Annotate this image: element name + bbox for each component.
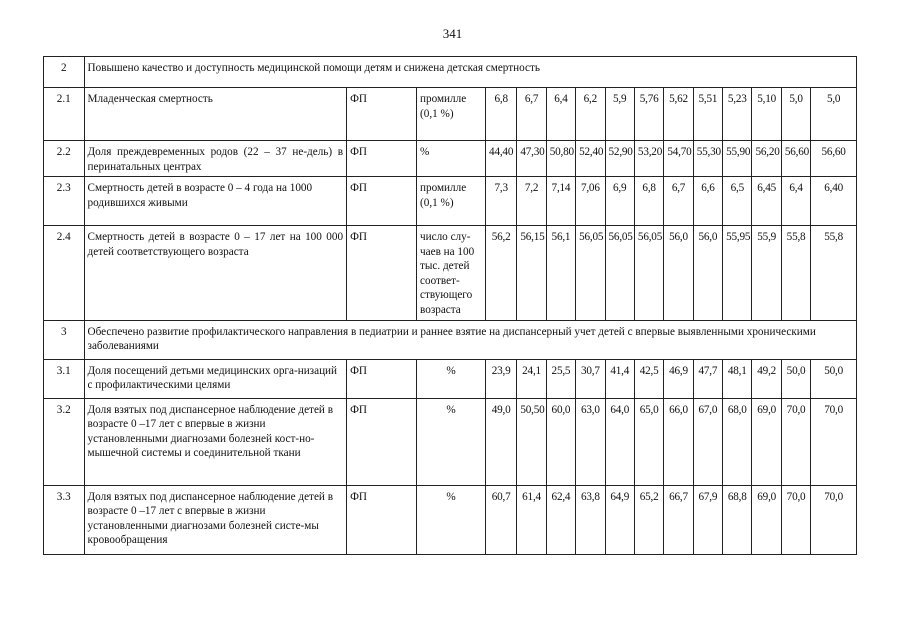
- source-cell: ФП: [347, 226, 417, 320]
- value-cell: 55,90: [723, 141, 752, 177]
- row-number: 2.3: [44, 177, 85, 226]
- value-cell: 56,2: [485, 226, 516, 320]
- value-cell: 56,60: [781, 141, 810, 177]
- value-cell: 69,0: [752, 398, 781, 485]
- value-cell: 67,9: [693, 485, 722, 554]
- table-row: [44, 177, 857, 226]
- value-cell: 6,45: [752, 177, 781, 226]
- value-cell: 55,30: [693, 141, 722, 177]
- value-cell: 44,40: [485, 141, 516, 177]
- value-cell: 46,9: [664, 359, 693, 398]
- value-cell: 41,4: [605, 359, 634, 398]
- row-number: 3.3: [44, 485, 85, 554]
- value-cell: 52,90: [605, 141, 634, 177]
- value-cell: 23,9: [485, 359, 516, 398]
- unit-cell: %: [417, 485, 486, 554]
- value-cell: 69,0: [752, 485, 781, 554]
- unit-cell: %: [417, 359, 486, 398]
- value-cell: 50,0: [781, 359, 810, 398]
- source-cell: ФП: [347, 398, 417, 485]
- value-cell: 5,23: [723, 88, 752, 141]
- value-cell: 7,06: [576, 177, 605, 226]
- table-row: [44, 359, 857, 398]
- value-cell: 30,7: [576, 359, 605, 398]
- value-cell: 6,8: [634, 177, 663, 226]
- value-cell: 5,0: [781, 88, 810, 141]
- section-number: 3: [44, 320, 85, 359]
- indicators-table: [43, 56, 857, 555]
- value-cell: 7,2: [517, 177, 546, 226]
- indicator-name: Смертность детей в возрасте 0 – 17 лет на 100 000 детей соответствующего возраста: [84, 226, 347, 320]
- indicator-name: Младенческая смертность: [84, 88, 347, 141]
- value-cell: 60,0: [546, 398, 575, 485]
- value-cell: 70,0: [811, 398, 857, 485]
- value-cell: 6,40: [811, 177, 857, 226]
- unit-cell: промилле (0,1 %): [417, 177, 486, 226]
- value-cell: 63,0: [576, 398, 605, 485]
- section-number: 2: [44, 57, 85, 88]
- value-cell: 47,30: [517, 141, 546, 177]
- value-cell: 6,2: [576, 88, 605, 141]
- value-cell: 68,0: [723, 398, 752, 485]
- value-cell: 55,95: [723, 226, 752, 320]
- value-cell: 66,0: [664, 398, 693, 485]
- value-cell: 52,40: [576, 141, 605, 177]
- value-cell: 6,8: [485, 88, 516, 141]
- value-cell: 6,4: [781, 177, 810, 226]
- value-cell: 6,9: [605, 177, 634, 226]
- value-cell: 61,4: [517, 485, 546, 554]
- value-cell: 56,20: [752, 141, 781, 177]
- value-cell: 56,05: [634, 226, 663, 320]
- indicator-name: Доля взятых под диспансерное наблюдение детей в возрасте 0 –17 лет с впервые в жизни установленными диагнозами болезней кост-но-мышечной системы и соединительной ткани: [84, 398, 347, 485]
- table-row: [44, 398, 857, 485]
- value-cell: 67,0: [693, 398, 722, 485]
- value-cell: 55,9: [752, 226, 781, 320]
- table-row: [44, 88, 857, 141]
- source-cell: ФП: [347, 141, 417, 177]
- value-cell: 68,8: [723, 485, 752, 554]
- indicator-name: Доля преждевременных родов (22 – 37 не-дель) в перинатальных центрах: [84, 141, 347, 177]
- value-cell: 6,6: [693, 177, 722, 226]
- value-cell: 42,5: [634, 359, 663, 398]
- value-cell: 65,0: [634, 398, 663, 485]
- value-cell: 56,60: [811, 141, 857, 177]
- value-cell: 63,8: [576, 485, 605, 554]
- value-cell: 50,80: [546, 141, 575, 177]
- value-cell: 47,7: [693, 359, 722, 398]
- value-cell: 6,7: [664, 177, 693, 226]
- value-cell: 64,9: [605, 485, 634, 554]
- section-row: [44, 57, 857, 88]
- value-cell: 64,0: [605, 398, 634, 485]
- value-cell: 5,0: [811, 88, 857, 141]
- unit-cell: %: [417, 141, 486, 177]
- unit-cell: число слу-чаев на 100 тыс. детей соответ-ствующего возраста: [417, 226, 486, 320]
- value-cell: 50,50: [517, 398, 546, 485]
- value-cell: 56,0: [693, 226, 722, 320]
- value-cell: 5,51: [693, 88, 722, 141]
- value-cell: 49,0: [485, 398, 516, 485]
- unit-cell: %: [417, 398, 486, 485]
- page-number: 341: [442, 26, 463, 41]
- value-cell: 5,76: [634, 88, 663, 141]
- value-cell: 5,10: [752, 88, 781, 141]
- value-cell: 60,7: [485, 485, 516, 554]
- unit-cell: промилле (0,1 %): [417, 88, 486, 141]
- table-row: [44, 141, 857, 177]
- value-cell: 50,0: [811, 359, 857, 398]
- row-number: 2.2: [44, 141, 85, 177]
- value-cell: 62,4: [546, 485, 575, 554]
- value-cell: 66,7: [664, 485, 693, 554]
- value-cell: 56,1: [546, 226, 575, 320]
- value-cell: 6,4: [546, 88, 575, 141]
- value-cell: 70,0: [781, 485, 810, 554]
- value-cell: 24,1: [517, 359, 546, 398]
- section-title: Обеспечено развитие профилактического направления в педиатрии и раннее взятие на диспансерный учет детей с впервые выявленными хроническими заболеваниями: [84, 320, 856, 359]
- value-cell: 70,0: [811, 485, 857, 554]
- section-title: Повышено качество и доступность медицинской помощи детям и снижена детская смертность: [84, 57, 856, 88]
- value-cell: 55,8: [811, 226, 857, 320]
- source-cell: ФП: [347, 177, 417, 226]
- value-cell: 56,15: [517, 226, 546, 320]
- value-cell: 55,8: [781, 226, 810, 320]
- value-cell: 54,70: [664, 141, 693, 177]
- value-cell: 7,3: [485, 177, 516, 226]
- section-row: [44, 320, 857, 359]
- value-cell: 70,0: [781, 398, 810, 485]
- value-cell: 5,62: [664, 88, 693, 141]
- value-cell: 7,14: [546, 177, 575, 226]
- value-cell: 65,2: [634, 485, 663, 554]
- row-number: 3.1: [44, 359, 85, 398]
- table-row: [44, 226, 857, 320]
- value-cell: 6,7: [517, 88, 546, 141]
- indicator-name: Доля посещений детьми медицинских орга-низаций с профилактическими целями: [84, 359, 347, 398]
- row-number: 3.2: [44, 398, 85, 485]
- source-cell: ФП: [347, 88, 417, 141]
- indicator-name: Смертность детей в возрасте 0 – 4 года на 1000 родившихся живыми: [84, 177, 347, 226]
- source-cell: ФП: [347, 485, 417, 554]
- value-cell: 6,5: [723, 177, 752, 226]
- source-cell: ФП: [347, 359, 417, 398]
- value-cell: 5,9: [605, 88, 634, 141]
- value-cell: 56,05: [576, 226, 605, 320]
- table-row: [44, 485, 857, 554]
- indicator-name: Доля взятых под диспансерное наблюдение детей в возрасте 0 –17 лет с впервые в жизни установленными диагнозами болезней систе-мы кровообращения: [84, 485, 347, 554]
- value-cell: 48,1: [723, 359, 752, 398]
- value-cell: 25,5: [546, 359, 575, 398]
- value-cell: 53,20: [634, 141, 663, 177]
- value-cell: 49,2: [752, 359, 781, 398]
- row-number: 2.4: [44, 226, 85, 320]
- value-cell: 56,05: [605, 226, 634, 320]
- row-number: 2.1: [44, 88, 85, 141]
- value-cell: 56,0: [664, 226, 693, 320]
